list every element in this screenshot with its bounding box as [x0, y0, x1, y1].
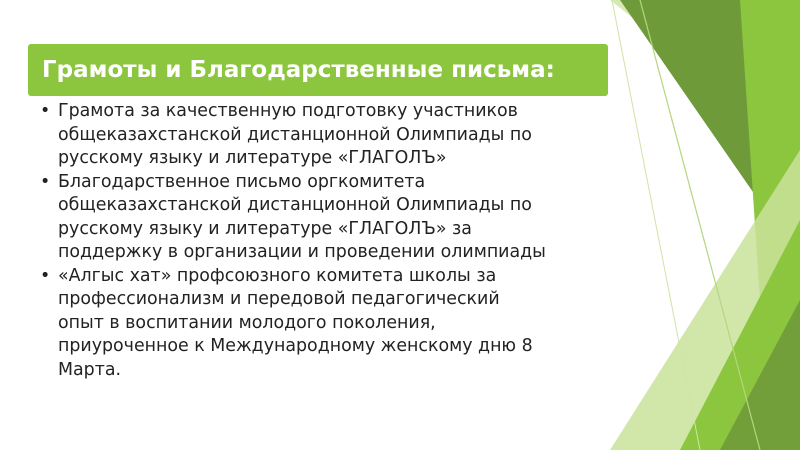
- bullet-item-2: [38, 171, 598, 265]
- bullet-marker: •: [40, 265, 51, 286]
- bullet-text: «Алгыс хат» профсоюзного комитета школы за профессионализм и передовой педагогический опыт в воспитании молодого поколения, приуроченное к Международному женскому дню 8 Марта.: [58, 265, 533, 380]
- bullet-list: [38, 100, 598, 382]
- bullet-text: Благодарственное письмо оргкомитета общеказахстанской дистанционной Олимпиады по русскому языку и литературе «ГЛАГОЛЪ» за поддержку в организации и проведении олимпиады: [58, 171, 546, 262]
- bullet-marker: •: [40, 171, 51, 192]
- bullet-marker: •: [40, 101, 51, 121]
- slide-title: Грамоты и Благодарственные письма:: [42, 57, 555, 83]
- title-bar: [28, 44, 608, 96]
- bullet-text: Грамота за качественную подготовку участников общеказахстанской дистанционной Олимпиады по русскому языку и литературе «ГЛАГОЛЪ»: [58, 101, 532, 168]
- bullet-item-1: [38, 100, 598, 171]
- bullet-item-3: [38, 265, 598, 383]
